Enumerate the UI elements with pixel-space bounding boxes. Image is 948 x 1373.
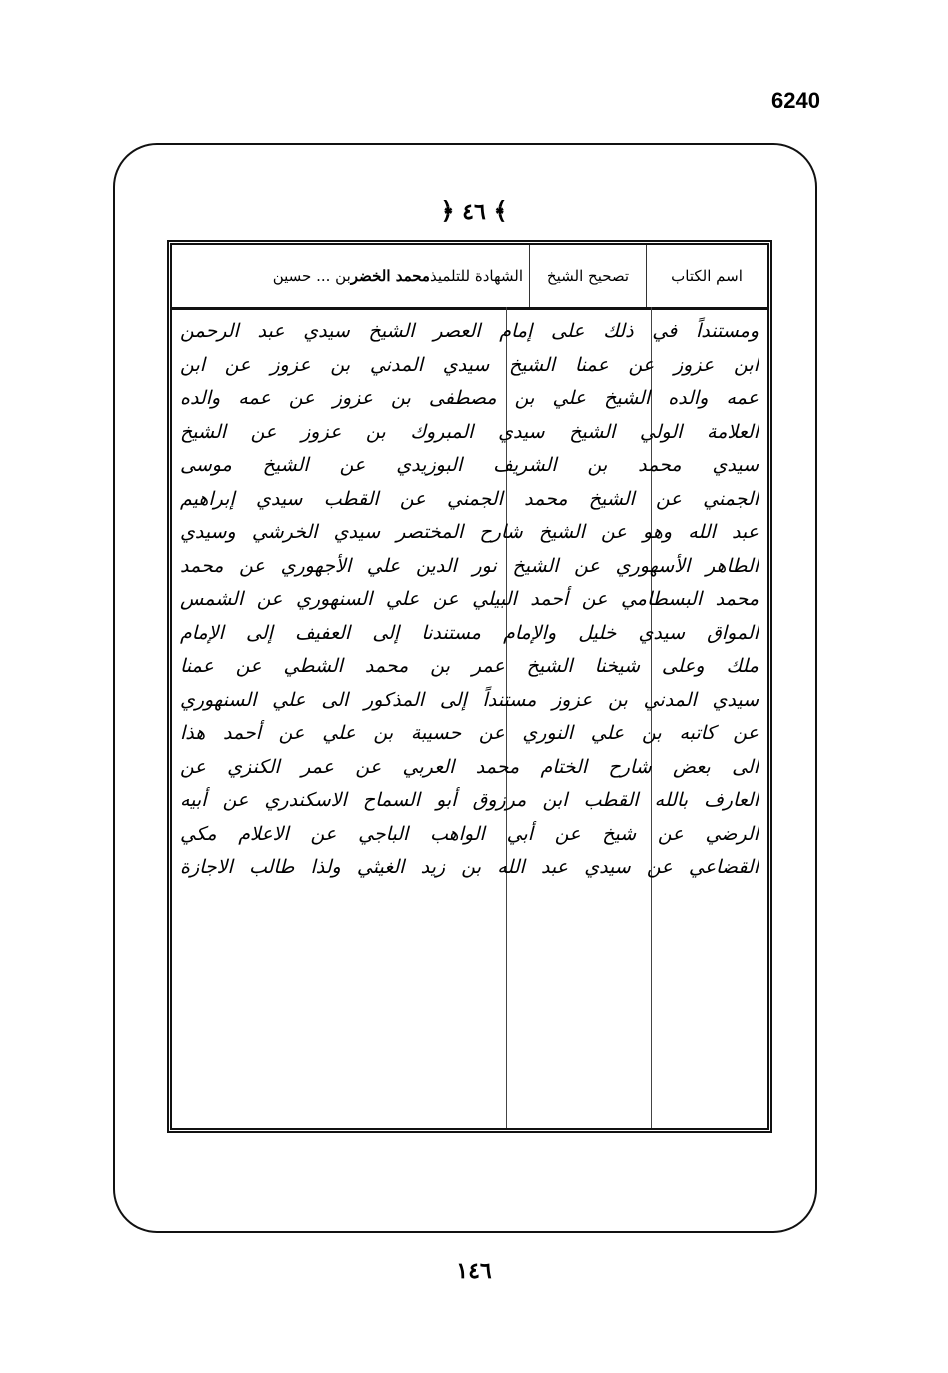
manuscript-line: عن كاتبه بن علي النوري عن حسيبة بن علي عن أحمد هذا — [180, 722, 759, 744]
header-sheikh-correction: تصحيح الشيخ — [529, 245, 646, 307]
manuscript-line: الطاهر الأسهوري عن الشيخ نور الدين علي الأجهوري عن محمد — [180, 554, 759, 577]
folio-number — [0, 196, 948, 225]
certificate-table — [167, 240, 772, 1133]
manuscript-line: القضاعي عن سيدي عبد الله بن زيد الغيثي ولذا طالب الاجازة — [180, 856, 759, 878]
manuscript-line: محمد البسطامي عن أحمد البيلي عن علي السنهوري عن الشمس — [180, 588, 759, 610]
manuscript-line: الجمني عن الشيخ محمد الجمني عن القطب سيدي إبراهيم — [180, 487, 759, 510]
table-header-row — [172, 245, 767, 310]
manuscript-line: عبد الله وهو عن الشيخ شارح المختصر سيدي الخرشي وسيدي — [180, 521, 759, 543]
archive-number: 6240 — [771, 88, 820, 113]
manuscript-text — [180, 315, 759, 1120]
page-number: ١٤٦ — [456, 1258, 492, 1284]
folio-close-paren: ﴾ — [493, 196, 508, 225]
manuscript-line: ومستنداً في ذلك على إمام العصر الشيخ سيدي عبد الرحمن — [180, 320, 759, 342]
folio-value: ٤٦ — [462, 199, 486, 225]
folio-open-paren: ﴿ — [440, 196, 455, 225]
manuscript-line: ملك وعلى شيخنا الشيخ عمر بن محمد الشطي عن عمنا — [180, 655, 759, 677]
header-certificate-suffix: بن ... حسين — [272, 267, 351, 285]
header-certificate — [172, 245, 529, 307]
manuscript-line: ابن عزوز عن عمنا الشيخ سيدي المدني بن عزوز عن ابن — [180, 353, 759, 376]
manuscript-line: سيدي المدني بن عزوز مستنداً إلى المذكور الى علي السنهوري — [180, 688, 759, 711]
manuscript-line: العارف بالله القطب ابن مرزوق أبو السماح الاسكندري عن أبيه — [180, 789, 759, 811]
header-book-name: اسم الكتاب — [646, 245, 767, 307]
header-student-name: محمد الخضر — [350, 267, 430, 285]
manuscript-line: عمه والده الشيخ علي بن مصطفى بن عزوز عن عمه والده — [180, 387, 759, 409]
header-certificate-prefix: الشهادة للتلميذ — [429, 267, 523, 285]
manuscript-line: الرضي عن شيخ عن أبي الواهب الباجي عن الاعلام مكي — [180, 822, 759, 845]
manuscript-line: العلامة الولي الشيخ سيدي المبروك بن عزوز عن الشيخ — [180, 420, 759, 443]
manuscript-line: الى بعض شارح الختام محمد العربي عن عمر الكنزي عن — [180, 755, 759, 778]
manuscript-line: المواق سيدي خليل والإمام مستندنا إلى العفيف إلى الإمام — [180, 621, 759, 644]
manuscript-line: سيدي محمد بن الشريف البوزيدي عن الشيخ موسى — [180, 454, 759, 476]
